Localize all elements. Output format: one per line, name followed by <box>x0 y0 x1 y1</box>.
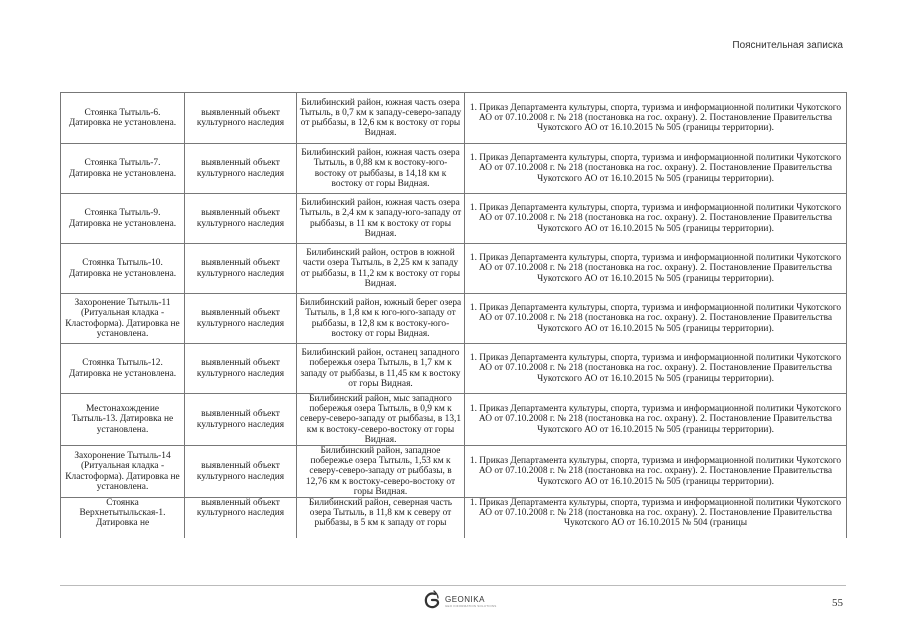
object-type-cell: выявленный объект культурного наследия <box>185 394 297 446</box>
object-name-cell: Захоронение Тытыль-14 (Ритуальная кладка - Кластоформа). Датировка не установлена. <box>61 446 185 498</box>
object-location-cell: Билибинский район, западное побережье озера Тытыль, 1,53 км к северу-северо-западу от рыббазы, в 12,76 км к востоку-северо-востоку от горы Видная. <box>297 446 465 498</box>
legal-documents-cell: 1. Приказ Департамента культуры, спорта, туризма и информационной политики Чукотского АО от 07.10.2008 г. № 218 (постановка на гос. охрану). 2. Постановление Правительства Чукотского АО от 16.10.2015 № 505 (границы территории). <box>465 394 847 446</box>
legal-documents-cell: 1. Приказ Департамента культуры, спорта, туризма и информационной политики Чукотского АО от 07.10.2008 г. № 218 (постановка на гос. охрану). 2. Постановление Правительства Чукотского АО от 16.10.2015 № 505 (границы территории). <box>465 446 847 498</box>
object-name-cell: Стоянка Тытыль-12. Датировка не установлена. <box>61 344 185 394</box>
object-type-cell: выявленный объект культурного наследия <box>185 93 297 144</box>
object-type-cell: выявленный объект культурного наследия <box>185 446 297 498</box>
object-name-cell: Стоянка Тытыль-9. Датировка не установлена. <box>61 194 185 244</box>
object-type-cell: выявленный объект культурного наследия <box>185 294 297 344</box>
table-row <box>61 144 847 194</box>
object-type-cell: выявленный объект культурного наследия <box>185 194 297 244</box>
object-location-cell: Билибинский район, южный берег озера Тытыль, в 1,8 км к юго-юго-западу от рыббазы, в 12,8 км к востоку-юго-востоку от горы Видная. <box>297 294 465 344</box>
object-type-cell: выявленный объект культурного наследия <box>185 344 297 394</box>
table-row <box>61 446 847 498</box>
table-row <box>61 93 847 144</box>
legal-documents-cell: 1. Приказ Департамента культуры, спорта, туризма и информационной политики Чукотского АО от 07.10.2008 г. № 218 (постановка на гос. охрану). 2. Постановление Правительства Чукотского АО от 16.10.2015 № 505 (границы территории). <box>465 93 847 144</box>
object-name-cell: Стоянка Тытыль-6. Датировка не установлена. <box>61 93 185 144</box>
logo-tagline: GEO INFORMATION SOLUTIONS <box>445 603 497 608</box>
legal-documents-cell: 1. Приказ Департамента культуры, спорта, туризма и информационной политики Чукотского АО от 07.10.2008 г. № 218 (постановка на гос. охрану). 2. Постановление Правительства Чукотского АО от 16.10.2015 № 505 (границы территории). <box>465 244 847 294</box>
table-row <box>61 394 847 446</box>
object-name-cell: Стоянка Тытыль-7. Датировка не установлена. <box>61 144 185 194</box>
legal-documents-cell: 1. Приказ Департамента культуры, спорта, туризма и информационной политики Чукотского АО от 07.10.2008 г. № 218 (постановка на гос. охрану). 2. Постановление Правительства Чукотского АО от 16.10.2015 № 505 (границы территории). <box>465 194 847 244</box>
legal-documents-cell: 1. Приказ Департамента культуры, спорта, туризма и информационной политики Чукотского АО от 07.10.2008 г. № 218 (постановка на гос. охрану). 2. Постановление Правительства Чукотского АО от 16.10.2015 № 504 (границы <box>465 498 847 538</box>
table-row <box>61 498 847 538</box>
object-type-cell: выявленный объект культурного наследия <box>185 498 297 538</box>
object-location-cell: Билибинский район, остров в южной части озера Тытыль, в 2,25 км к западу от рыббазы, в 11,2 км к востоку от горы Видная. <box>297 244 465 294</box>
heritage-objects-table <box>60 92 847 538</box>
object-location-cell: Билибинский район, южная часть озера Тытыль, в 0,88 км к востоку-юго-востоку от рыббазы, в 14,18 км к востоку от горы Видная. <box>297 144 465 194</box>
legal-documents-cell: 1. Приказ Департамента культуры, спорта, туризма и информационной политики Чукотского АО от 07.10.2008 г. № 218 (постановка на гос. охрану). 2. Постановление Правительства Чукотского АО от 16.10.2015 № 505 (границы территории). <box>465 144 847 194</box>
legal-documents-cell: 1. Приказ Департамента культуры, спорта, туризма и информационной политики Чукотского АО от 07.10.2008 г. № 218 (постановка на гос. охрану). 2. Постановление Правительства Чукотского АО от 16.10.2015 № 505 (границы территории). <box>465 294 847 344</box>
object-name-cell: Стоянка Тытыль-10. Датировка не установлена. <box>61 244 185 294</box>
footer-divider <box>60 585 846 586</box>
object-type-cell: выявленный объект культурного наследия <box>185 144 297 194</box>
table-row <box>61 194 847 244</box>
object-location-cell: Билибинский район, мыс западного побережья озера Тытыль, в 0,9 км к северу-северо-западу от рыббазы, в 13,1 км к востоку-северо-востоку от горы Видная. <box>297 394 465 446</box>
object-location-cell: Билибинский район, северная часть озера Тытыль, в 11,8 км к северу от рыббазы, в 5 км к западу от горы <box>297 498 465 538</box>
object-name-cell: Стоянка Верхнетытыльская-1. Датировка не <box>61 498 185 538</box>
document-header-title: Пояснительная записка <box>732 40 843 51</box>
company-logo <box>422 590 496 612</box>
object-location-cell: Билибинский район, южная часть озера Тытыль, в 2,4 км к западу-юго-западу от рыббазы, в 11 км к востоку от горы Видная. <box>297 194 465 244</box>
table-row <box>61 244 847 294</box>
table-row <box>61 294 847 344</box>
object-location-cell: Билибинский район, останец западного побережья озера Тытыль, в 1,7 км к западу от рыббазы, в 11,45 км к востоку от горы Видная. <box>297 344 465 394</box>
object-name-cell: Захоронение Тытыль-11 (Ритуальная кладка - Кластоформа). Датировка не установлена. <box>61 294 185 344</box>
logo-wordmark: GEONIKA <box>445 594 485 604</box>
object-location-cell: Билибинский район, южная часть озера Тытыль, в 0,7 км к западу-северо-западу от рыббазы, в 12,6 км к востоку от горы Видная. <box>297 93 465 144</box>
table-row <box>61 344 847 394</box>
object-type-cell: выявленный объект культурного наследия <box>185 244 297 294</box>
legal-documents-cell: 1. Приказ Департамента культуры, спорта, туризма и информационной политики Чукотского АО от 07.10.2008 г. № 218 (постановка на гос. охрану). 2. Постановление Правительства Чукотского АО от 16.10.2015 № 505 (границы территории). <box>465 344 847 394</box>
object-name-cell: Местонахождение Тытыль-13. Датировка не установлена. <box>61 394 185 446</box>
page-number: 55 <box>832 597 843 609</box>
geonika-logo-icon <box>422 590 442 612</box>
